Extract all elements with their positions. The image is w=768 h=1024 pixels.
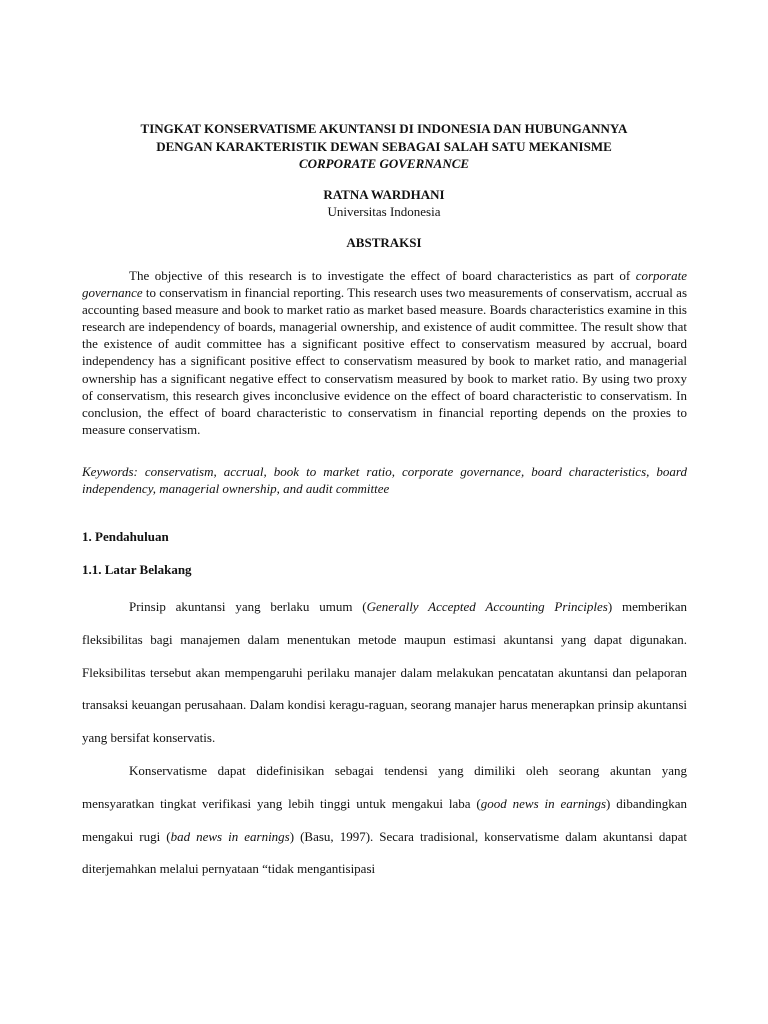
section-heading: 1. Pendahuluan [82,529,169,544]
title-line-3: CORPORATE GOVERNANCE [298,156,470,171]
abstract-text: The objective of this research is to investigate the effect of board characteristics as part of [129,268,636,283]
abstract-italic-term: corporate governance [82,268,687,301]
title-line-2: DENGAN KARAKTERISTIK DEWAN SEBAGAI SALAH SATU MEKANISME [156,138,612,154]
author-name: RATNA WARDHANI [323,187,445,202]
p1-italic: Generally Accepted Accounting Principles [366,599,608,614]
paragraph-2 [82,755,687,886]
p2-text-cont: ) dibandingkan mengakui rugi ( [82,795,687,844]
p2-text-end: ) (Basu, 1997). Secara tradisional, konservatisme dalam akuntansi dapat diterjemahkan melalui pernyataan “tidak mengantisipasi [82,828,687,877]
author-block [0,186,768,220]
p2-italic-2: bad news in earnings [170,828,290,844]
p1-text-cont: ) memberikan fleksibilitas bagi manajemen dalam menentukan metode maupun estimasi akuntansi yang dapat digunakan. Fleksibilitas tersebut akan mempengaruhi perilaku manajer dalam melakukan pencatatan akuntansi dan pelaporan transaksi keuangan perusahaan. Dalam kondisi keragu-raguan, seorang manajer harus menerapkan prinsip akuntansi yang bersifat konservatis. [82,599,687,746]
p1-text: Prinsip akuntansi yang berlaku umum ( [129,599,367,614]
abstract-body [82,267,687,438]
title-line-1: TINGKAT KONSERVATISME AKUNTANSI DI INDONESIA DAN HUBUNGANNYA [140,121,628,136]
paragraph-1 [82,591,687,755]
abstract-paragraph [82,267,687,438]
author-affiliation: Universitas Indonesia [327,204,441,219]
body-text [82,591,687,886]
paper-title [0,120,768,173]
p2-italic-1: good news in earnings [480,795,607,811]
p2-text: Konservatisme dapat didefinisikan sebagai tendensi yang dimiliki oleh seorang akuntan yang mensyaratkan tingkat verifikasi yang lebih tinggi untuk mengakui laba ( [82,762,687,811]
subsection-heading: 1.1. Latar Belakang [82,562,192,577]
abstract-heading: ABSTRAKSI [346,235,422,250]
abstract-text-cont: to conservatism in financial reporting. This research uses two measurements of conservatism, accrual as accounting based measure and book to market ratio as market based measure. Boards characteristics examine in this research are independency of boards, managerial ownership, and existence of audit committee. The result show that the existence of audit committee has a significant positive effect to conservatism measured by accrual, board independency has a significant positive effect to conservatism measured by book to market ratio, and managerial ownership has a significant negative effect to conservatism measured by book to market ratio. By using two proxy of conservatism, this research gives inconclusive evidence on the effect of board characteristic to conservatism. In conclusion, the effect of board characteristic to conservatism in financial reporting depends on the proxies to measure conservatism. [82,285,687,437]
keywords: Keywords: conservatism, accrual, book to market ratio, corporate governance, board characteristics, board independency, managerial ownership, and audit committee [82,464,687,497]
